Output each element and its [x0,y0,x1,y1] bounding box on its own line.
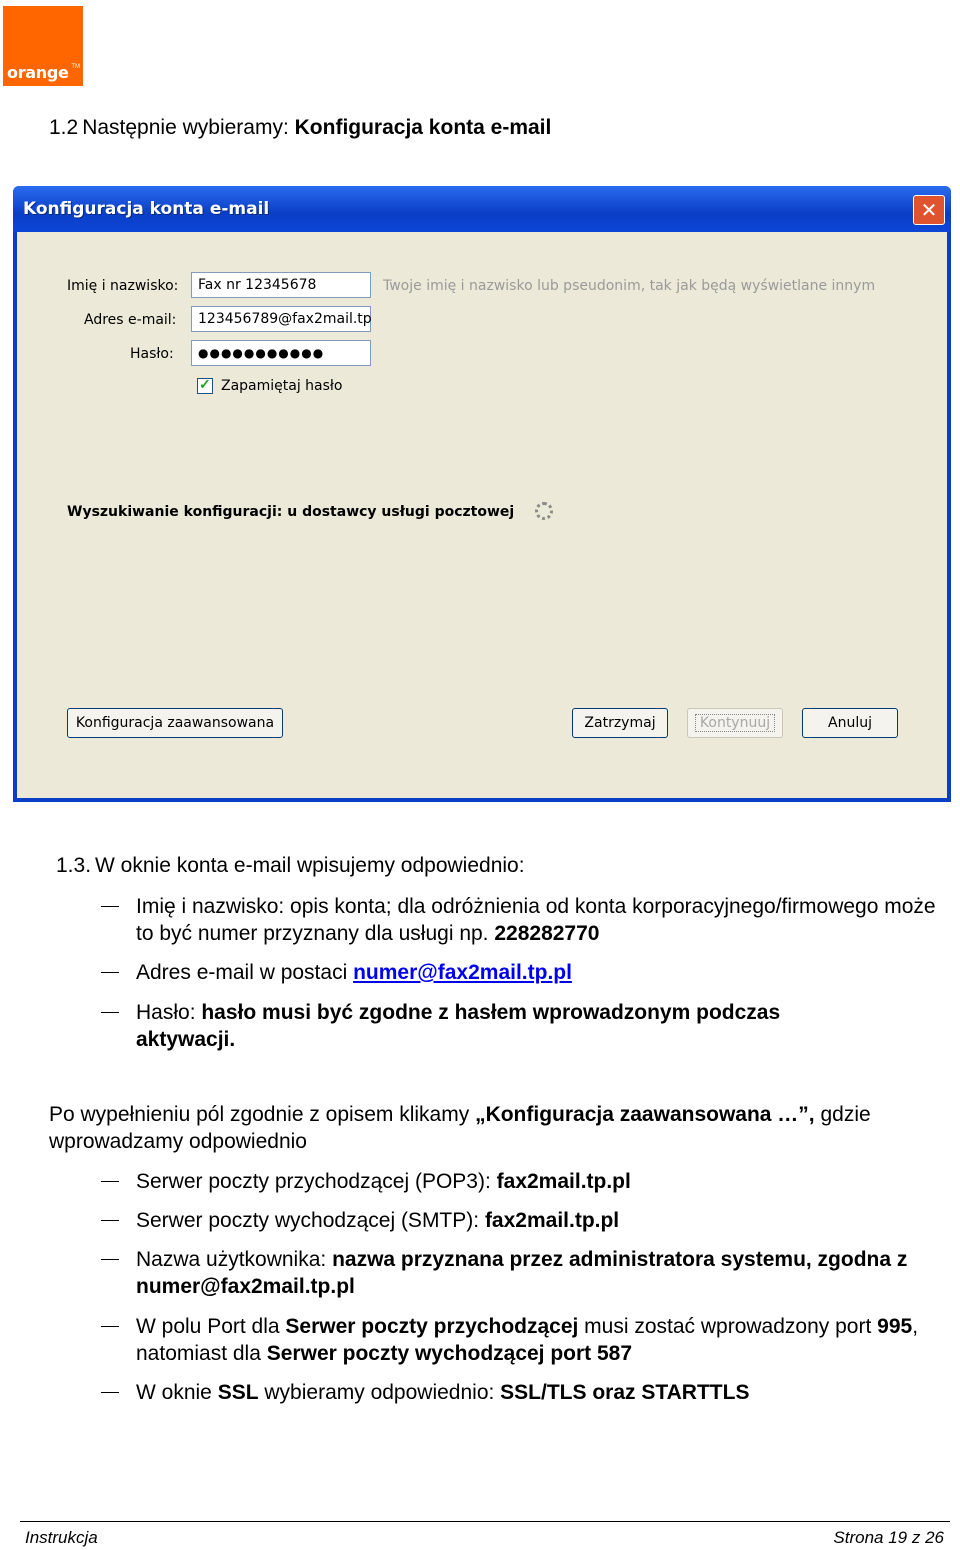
list-item [101,893,956,947]
stop-button[interactable]: Zatrzymaj [572,708,668,738]
list-item-bold: fax2mail.tp.pl [496,1170,631,1193]
paragraph-text: Po wypełnieniu pól zgodnie z opisem klikamy [49,1103,476,1126]
list-item-text: Nazwa użytkownika: [136,1248,333,1271]
footer-page-number: Strona 19 z 26 [833,1528,944,1547]
section-number: 1.3. [56,854,92,877]
name-field[interactable]: Fax nr 12345678 [191,272,371,298]
orange-logo [3,6,83,86]
list-item-text: Hasło: [136,1001,202,1024]
list-item [101,1379,956,1406]
list-item-text: Adres e-mail w postaci [136,961,354,984]
section-text: W oknie konta e-mail wpisujemy odpowiednio: [95,854,525,877]
continue-button[interactable] [687,708,783,738]
list-item [101,1207,956,1234]
list-item-bold: SSL [217,1381,259,1404]
list-item-bold: SSL/TLS oraz STARTTLS [500,1381,750,1404]
footer-left: Instrukcja [25,1528,98,1547]
list-item-text: wybieramy odpowiednio: [258,1381,501,1404]
list-item [101,1168,956,1195]
dialog-titlebar[interactable] [13,186,951,232]
list-item [101,959,956,986]
advanced-config-paragraph [49,1101,954,1155]
list-item-bold: Serwer poczty przychodzącej [285,1315,579,1338]
list-item [101,1313,956,1367]
email-link[interactable]: numer@fax2mail.tp.pl [353,961,572,984]
cancel-button[interactable]: Anuluj [802,708,898,738]
list-item-text: Serwer poczty wychodzącej (SMTP): [136,1209,485,1232]
section-bold-text: Konfiguracja konta e-mail [294,116,552,139]
dialog-client-area [17,232,947,798]
remember-password-checkbox[interactable] [197,378,213,394]
email-config-dialog [13,186,951,802]
name-hint: Twoje imię i nazwisko lub pseudonim, tak jak będą wyświetlane innym [383,278,876,294]
list-item-text: Serwer poczty przychodzącej (POP3): [136,1170,497,1193]
list-item-text: Imię i nazwisko: opis konta; dla odróżnienia od konta korporacyjnego/firmowego może to być numer przyznany dla usługi np. [136,895,936,945]
email-label: Adres e-mail: [84,312,177,328]
close-icon[interactable]: ✕ [913,195,945,225]
password-field[interactable]: ●●●●●●●●●●● [191,340,371,366]
advanced-config-button[interactable]: Konfiguracja zaawansowana [67,708,283,738]
continue-button-label: Kontynuuj [696,715,774,731]
list-item-bold: fax2mail.tp.pl [484,1209,620,1232]
dialog-title: Konfiguracja konta e-mail [23,199,270,219]
list-item-bold: 228282770 [494,922,600,945]
search-status-text: Wyszukiwanie konfiguracji: u dostawcy usługi pocztowej [67,504,515,520]
list-item-text: musi zostać wprowadzony port [578,1315,878,1338]
section-heading-1-2 [49,116,551,140]
password-label: Hasło: [130,346,174,362]
list-item-bold: Serwer poczty wychodzącej port 587 [266,1342,633,1365]
section-number: 1.2 [49,116,79,139]
remember-password-label[interactable]: Zapamiętaj hasło [221,378,343,394]
section-heading-1-3 [56,854,525,878]
logo-tm: TM [71,64,80,70]
list-item-text: , natomiast dla [136,1315,919,1365]
list-item [101,1246,916,1300]
name-label: Imię i nazwisko: [67,278,179,294]
loading-spinner-icon [535,502,553,520]
list-item-bold: nazwa przyznana przez administratora systemu, zgodna z numer@fax2mail.tp.pl [136,1248,908,1298]
paragraph-bold: „Konfiguracja zaawansowana …”, [475,1103,815,1126]
paragraph-suffix: gdzie wprowadzamy odpowiednio [49,1103,871,1153]
list-item-bold: hasło musi być zgodne z hasłem wprowadzonym podczas aktywacji. [136,1001,781,1051]
list-item-text: W oknie [136,1381,218,1404]
logo-text: orange [7,63,69,82]
list-item [101,999,876,1053]
email-field[interactable]: 123456789@fax2mail.tp [191,306,371,332]
list-item-bold: 995 [877,1315,913,1338]
section-text: Następnie wybieramy: [82,116,295,139]
list-item-text: W polu Port dla [136,1315,286,1338]
footer-divider [20,1521,950,1522]
